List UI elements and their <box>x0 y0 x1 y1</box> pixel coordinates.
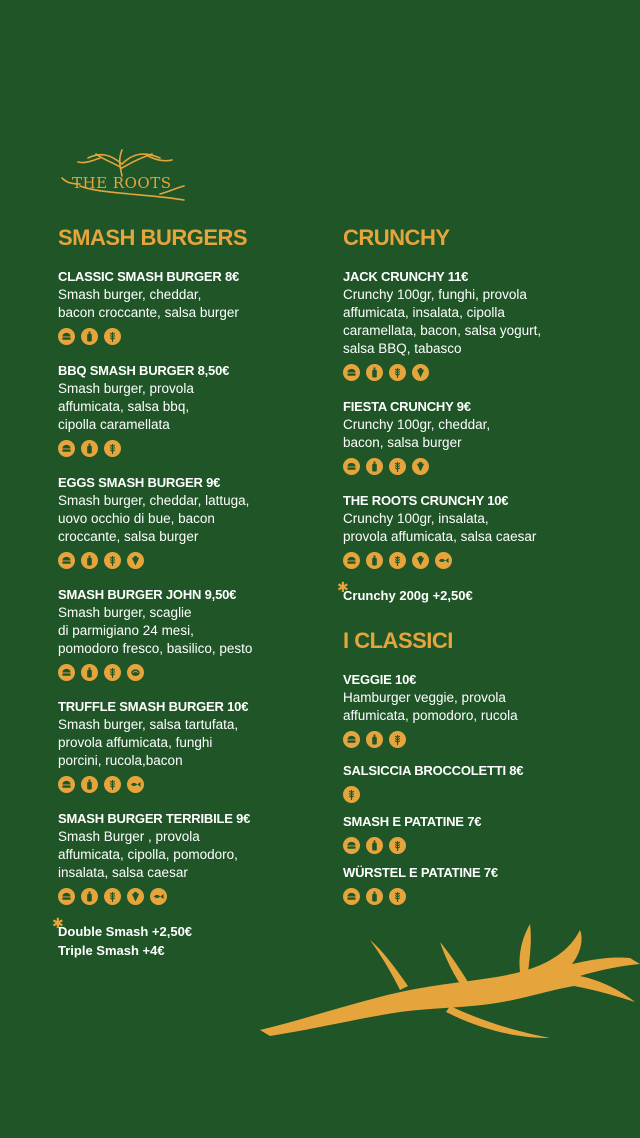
crunchy-list <box>343 268 613 569</box>
allergen-icons <box>343 888 613 905</box>
bottle-icon <box>366 837 383 854</box>
allergen-icons <box>58 888 328 905</box>
section-title-smash-burgers: SMASH BURGERS <box>58 225 248 250</box>
logo-text: THE ROOTS <box>72 174 172 192</box>
menu-item-description: Smash burger, salsa tartufata, provola affumicata, funghi porcini, rucola,bacon <box>58 717 239 768</box>
section-title-i-classici: I CLASSICI <box>343 628 453 653</box>
menu-item-title: SALSICCIA BROCCOLETTI 8€ <box>343 763 524 778</box>
menu-item-description: Smash burger, cheddar, bacon croccante, salsa burger <box>58 287 239 320</box>
egg-icon <box>127 888 144 905</box>
bun-icon <box>343 731 360 748</box>
bottle-icon <box>81 328 98 345</box>
wheat-icon <box>104 664 121 681</box>
wheat-icon <box>104 888 121 905</box>
bottle-icon <box>366 458 383 475</box>
asterisk-icon: ✱ <box>52 915 64 931</box>
fish-icon <box>150 888 167 905</box>
menu-item-title: BBQ SMASH BURGER 8,50€ <box>58 363 230 378</box>
menu-item-title: SMASH E PATATINE 7€ <box>343 814 482 829</box>
menu-item-description: Smash burger, scaglie di parmigiano 24 mesi, pomodoro fresco, basilico, pesto <box>58 605 253 656</box>
branch-decoration-icon <box>250 920 640 1050</box>
menu-item-description: Crunchy 100gr, funghi, provola affumicata, insalata, cipolla caramellata, bacon, salsa yogurt, salsa BBQ, tabasco <box>343 287 542 356</box>
allergen-icons <box>58 776 328 793</box>
menu-item-title: CLASSIC SMASH BURGER 8€ <box>58 269 240 284</box>
bun-icon <box>58 776 75 793</box>
wheat-icon <box>104 440 121 457</box>
allergen-icons <box>343 552 613 569</box>
menu-item <box>343 762 613 803</box>
menu-item <box>58 698 328 793</box>
note-line: Double Smash +2,50€ <box>58 924 193 939</box>
bun-icon <box>58 328 75 345</box>
egg-icon <box>412 364 429 381</box>
wheat-icon <box>389 731 406 748</box>
note-line: Triple Smash +4€ <box>58 943 165 958</box>
allergen-icons <box>343 786 613 803</box>
bottle-icon <box>366 731 383 748</box>
bottle-icon <box>366 364 383 381</box>
wheat-icon <box>389 837 406 854</box>
right-column <box>337 224 613 915</box>
menu-item-title: VEGGIE 10€ <box>343 672 417 687</box>
egg-icon <box>127 552 144 569</box>
note-line: Crunchy 200g +2,50€ <box>343 588 473 603</box>
section-title-crunchy: CRUNCHY <box>343 225 450 250</box>
menu-item <box>343 398 613 475</box>
bun-icon <box>343 458 360 475</box>
menu-item-title: JACK CRUNCHY 11€ <box>343 269 469 284</box>
menu-item-title: TRUFFLE SMASH BURGER 10€ <box>58 699 249 714</box>
wheat-icon <box>104 552 121 569</box>
menu-item-description: Crunchy 100gr, insalata, provola affumicata, salsa caesar <box>343 511 537 544</box>
allergen-icons <box>343 458 613 475</box>
menu-item-description: Smash burger, cheddar, lattuga, uovo occhio di bue, bacon croccante, salsa burger <box>58 493 250 544</box>
allergen-icons <box>58 328 328 345</box>
bun-icon <box>58 664 75 681</box>
bottle-icon <box>81 776 98 793</box>
menu-item <box>58 474 328 569</box>
bun-icon <box>343 552 360 569</box>
menu-item-title: SMASH BURGER TERRIBILE 9€ <box>58 811 251 826</box>
bun-icon <box>58 888 75 905</box>
menu-item-title: EGGS SMASH BURGER 9€ <box>58 475 221 490</box>
nut-icon <box>127 664 144 681</box>
bottle-icon <box>81 440 98 457</box>
menu-item <box>58 268 328 345</box>
menu-item <box>58 362 328 457</box>
bottle-icon <box>366 888 383 905</box>
bottle-icon <box>81 664 98 681</box>
left-column <box>52 224 328 960</box>
bottle-icon <box>366 552 383 569</box>
allergen-icons <box>343 364 613 381</box>
menu-item-description: Crunchy 100gr, cheddar, bacon, salsa burger <box>343 417 491 450</box>
menu-item-title: THE ROOTS CRUNCHY 10€ <box>343 493 509 508</box>
wheat-icon <box>389 364 406 381</box>
logo <box>60 148 190 208</box>
menu-item <box>58 810 328 905</box>
asterisk-icon: ✱ <box>337 579 349 595</box>
allergen-icons <box>58 664 328 681</box>
allergen-icons <box>58 440 328 457</box>
allergen-icons <box>58 552 328 569</box>
menu-item-title: SMASH BURGER JOHN 9,50€ <box>58 587 237 602</box>
smash-burgers-list <box>58 268 328 905</box>
egg-icon <box>412 458 429 475</box>
wheat-icon <box>343 786 360 803</box>
menu-item <box>343 671 613 748</box>
bun-icon <box>58 440 75 457</box>
classici-list <box>343 671 613 905</box>
allergen-icons <box>343 731 613 748</box>
menu-item-title: FIESTA CRUNCHY 9€ <box>343 399 471 414</box>
bun-icon <box>343 364 360 381</box>
wheat-icon <box>389 458 406 475</box>
wheat-icon <box>389 888 406 905</box>
menu-item <box>58 586 328 681</box>
menu-item-description: Smash Burger , provola affumicata, cipolla, pomodoro, insalata, salsa caesar <box>58 829 238 880</box>
menu-item <box>343 813 613 854</box>
wheat-icon <box>389 552 406 569</box>
bottle-icon <box>81 552 98 569</box>
menu-item <box>343 268 613 381</box>
fish-icon <box>435 552 452 569</box>
menu-item-title: WÜRSTEL E PATATINE 7€ <box>343 865 498 880</box>
crunchy-200g-note <box>337 579 613 605</box>
allergen-icons <box>343 837 613 854</box>
wheat-icon <box>104 776 121 793</box>
bun-icon <box>343 888 360 905</box>
bottle-icon <box>81 888 98 905</box>
bun-icon <box>58 552 75 569</box>
menu-item <box>343 492 613 569</box>
menu-item-description: Smash burger, provola affumicata, salsa bbq, cipolla caramellata <box>58 381 194 432</box>
menu-item <box>343 864 613 905</box>
bun-icon <box>343 837 360 854</box>
fish-icon <box>127 776 144 793</box>
egg-icon <box>412 552 429 569</box>
menu-item-description: Hamburger veggie, provola affumicata, pomodoro, rucola <box>343 690 518 723</box>
wheat-icon <box>104 328 121 345</box>
